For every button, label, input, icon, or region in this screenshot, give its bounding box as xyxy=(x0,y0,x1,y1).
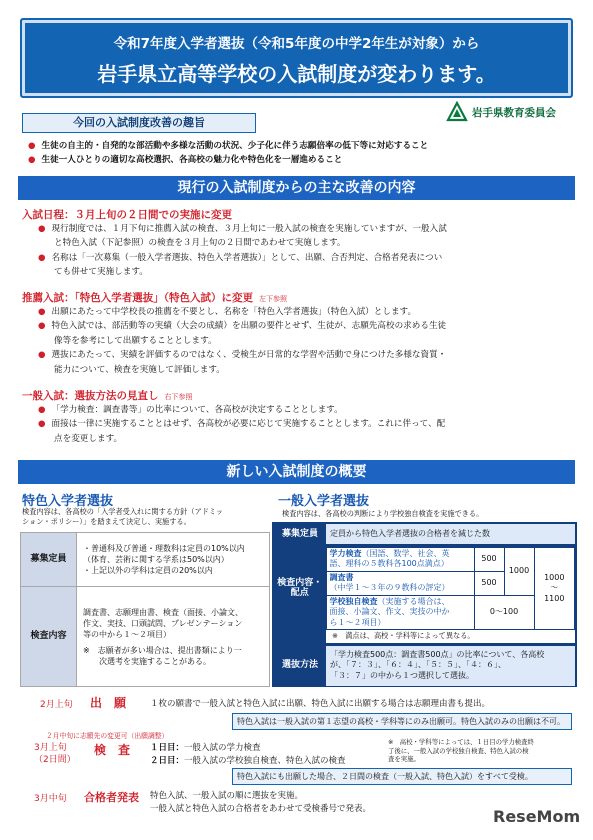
s2-days: １日目：一般入試の学力検査 ２日目：一般入試の学校独自検査、特色入試の検査 xyxy=(150,743,346,766)
row-gakuryoku: 学力検査（国語、数学、社会、英 語、理科の５教科各100点満点） xyxy=(326,547,474,571)
prefecture-emblem-icon xyxy=(446,101,468,123)
left-table xyxy=(20,532,270,687)
s1-when: 2月上旬 xyxy=(40,700,73,710)
section1-title: 現行の入試制度からの主な改善の内容 xyxy=(18,176,575,200)
right-r1-label: 募集定員 xyxy=(274,524,326,544)
row-chousasho: 調査書 （中学１～３年の９教科の評定） xyxy=(326,571,474,595)
intro-bullet: ● 生徒の自主的・自発的な部活動や多様な活動の状況、少子化に伴う志願倍率の低下等に対応すること xyxy=(28,141,429,151)
right-desc: 検査内容は、各高校の判断により学校独自検査を実施できる。 xyxy=(282,509,484,518)
sub1-items: ● 現行制度では、１月下旬に推薦入試の検査、３月上旬に一般入試の検査を実施していますが、一般入試 と特色入試（下記参照）の検査を３月上旬の２日間であわせて実施します。 ● 名称は「一次募集（一般入学者選抜、特色入学者選抜）」として、出願、合否判定、合格者発表につい ても併せて実施します。 xyxy=(38,224,447,278)
right-r3-label: 選抜方法 xyxy=(274,646,326,686)
s3-when: 3月中旬 xyxy=(34,794,67,804)
left-title: 特色入学者選抜 xyxy=(22,494,114,509)
s2-note: ※ 高校・学科等によっては、１日目の学力検査終 了後に、一般入試の学校独自検査、特色入試の検 査を実施。 xyxy=(388,738,534,763)
left-desc: 検査内容は、各高校の「入学者受入れに関する方針（アドミッ ション・ポリシー）」を踏まえて決定し、実施する。 xyxy=(22,507,224,526)
s2-what: 検 査 xyxy=(94,743,131,757)
sub3-title: 一般入試：選抜方法の見直し 右下参照 xyxy=(22,390,193,402)
sub2-items: ● 出願にあたって中学校長の推薦を不要とし、名称を「特色入学者選抜」（特色入試）とします。 ● 特色入試では、部活動等の実績（大会の成績）を出願の要件とせず、生徒が、志願先高校の求める生徒 像等を参考にして出願することとします。 ● 選抜にあたって、実績を評価するのではなく、受検生が日常的な学習や活動で身につけた多様な資質・ 能力について、検査を実施して評価します。 xyxy=(38,307,447,375)
sub2-title: 推薦入試：「特色入学者選抜」（特色入試）に変更 左下参照 xyxy=(22,292,287,304)
left-r2-content: 調査書、志願理由書、検査（面接、小論文、 作文、実技、口頭試問、プレゼンテーション 等の中から１～２項目） ※ 志願者が多い場合は、提出書類により一 次選考を実施することがある。 xyxy=(77,587,270,687)
right-r1-content: 定員から特色入学者選抜の合格者を減じた数 xyxy=(326,524,575,544)
org-logo xyxy=(446,100,586,124)
s1-what: 出 願 xyxy=(90,696,127,710)
sub3-items: ● 「学力検査：調査書等」の比率について、各高校が決定することとします。 ● 面接は一律に実施することとはせず、各高校が必要に応じて実施することとします。これに伴って、配 点を変更します。 xyxy=(38,405,446,444)
left-r1-content: ・普通科及び普通・理数科は定員の10%以内 （体育、芸術に関する学系は50%以内） ・上記以外の学科は定員の20%以内 xyxy=(77,533,270,587)
intro-bullet: ● 生徒一人ひとりの適切な高校選択、各高校の魅力化や特色化を一層進めること xyxy=(28,155,343,165)
s2-when: 3月上旬 （2日間） xyxy=(34,743,76,765)
right-r2-label: 検査内容・配点 xyxy=(274,547,326,630)
org-name: 岩手県教育委員会 xyxy=(472,106,556,119)
s1-text: １枚の願書で一般入試と特色入試に出願、特色入試に出願する場合は志願理由書も提出。 xyxy=(150,699,491,709)
right-table: 募集定員 定員から特色入学者選抜の合格者を減じた数 検査内容・配点 学力検査（国語、数学、社会、英 語、理科の５教科各100点満点） 500 1000 1000 ～ 1100 調査書 （中学１～３年の９教科の評定） 500 学校独自検査（実施する場合は、 面接、小論文、作文、実技の中か ら１～２項目） 0～100 ※ 満点は、高校・学科等によって異なる。 選抜方法 「学力検査500点：調査書500点」の比率について、各高校 が、「７：３」、「６：４」、「５：５」、「４：６」、 「３：７」の中から１つ選択して選抜。 xyxy=(274,524,575,686)
s3-lines: 特色入試、一般入試の順に選抜を実施。 一般入試と特色入試の合格者をあわせて受検番号で発表。 xyxy=(150,791,372,814)
left-r2-label: 検査内容 xyxy=(21,587,77,687)
mid-note: ２月中旬に志願先の変更可（出願調整） xyxy=(46,732,169,740)
section2-title: 新しい入試制度の概要 xyxy=(18,460,575,484)
s1-box: 特色入試は一般入試の第１志望の高校・学科等にのみ出願可。特色入試のみの出願は不可。 xyxy=(232,713,572,730)
right-r3-content: 「学力検査500点：調査書500点」の比率について、各高校 が、「７：３」、「６：４」、「５：５」、「４：６」、 「３：７」の中から１つ選択して選抜。 xyxy=(326,646,575,686)
sub1-title: 入試日程：３月上旬の２日間での実施に変更 xyxy=(22,209,232,221)
left-r1-label: 募集定員 xyxy=(21,533,77,587)
header-line2: 岩手県立高等学校の入試制度が変わります。 xyxy=(97,62,496,86)
s2-box: 特色入試にも出願した場合、２日間の検査（一般入試、特色入試）をすべて受検。 xyxy=(232,768,572,785)
grand-total: 1000 ～ 1100 xyxy=(534,547,575,630)
footer-logo: ReseMom xyxy=(493,807,581,826)
intro-title: 今回の入試制度改善の趣旨 xyxy=(22,113,256,133)
right-title: 一般入学者選抜 xyxy=(278,494,370,509)
s3-what: 合格者発表 xyxy=(84,791,139,804)
row-dokuji: 学校独自検査（実施する場合は、 面接、小論文、作文、実技の中か ら１～２項目） xyxy=(326,595,474,630)
header-line1: 令和7年度入学者選抜（令和5年度の中学2年生が対象）から xyxy=(113,36,480,52)
header-banner xyxy=(20,18,573,98)
